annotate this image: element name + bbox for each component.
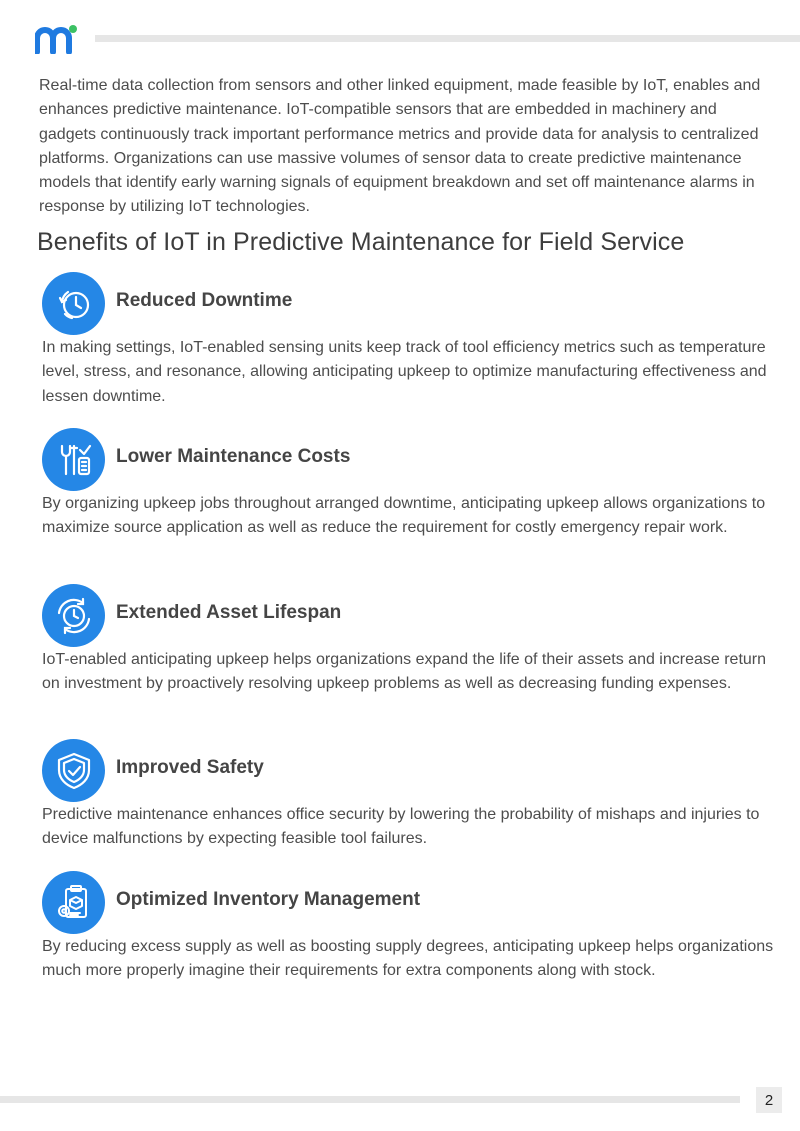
benefit-description: Predictive maintenance enhances office security by lowering the probability of mishaps and injuries to device malfunctions by expecting feasible tool failures.	[42, 806, 760, 848]
page-number: 2	[756, 1087, 782, 1113]
section-heading: Benefits of IoT in Predictive Maintenance for Field Service	[37, 228, 685, 256]
benefit-title: Improved Safety	[116, 757, 264, 778]
benefit-title: Extended Asset Lifespan	[116, 602, 342, 623]
tools-icon	[42, 428, 105, 491]
clock-refresh-icon	[42, 272, 105, 335]
lifespan-clock-icon	[42, 584, 105, 647]
footer-divider	[0, 1096, 740, 1103]
benefit-description: By organizing upkeep jobs throughout arranged downtime, anticipating upkeep allows organizations to maximize source application as well as reduce the requirement for costly emergency repair work.	[42, 495, 766, 537]
inventory-clipboard-icon	[42, 871, 105, 934]
company-logo	[35, 24, 79, 54]
benefit-description: IoT-enabled anticipating upkeep helps organizations expand the life of their assets and increase return on investment by proactively resolving upkeep problems as well as decreasing funding expenses.	[42, 651, 767, 693]
shield-check-icon	[42, 739, 105, 802]
benefit-description: By reducing excess supply as well as boosting supply degrees, anticipating upkeep helps organizations much more properly imagine their requirements for extra components along with stock.	[42, 938, 774, 980]
benefit-title: Lower Maintenance Costs	[116, 446, 351, 467]
intro-paragraph: Real-time data collection from sensors and other linked equipment, made feasible by IoT, enables and enhances predictive maintenance. IoT-compatible sensors that are embedded in machinery and gadgets continuously track important performance metrics and provide data for analysis to centralized platforms. Organizations can use massive volumes of sensor data to create predictive maintenance models that identify early warning signals of equipment breakdown and set off maintenance alarms in response by utilizing IoT technologies.	[39, 77, 761, 216]
header-divider	[95, 35, 800, 42]
benefit-title: Optimized Inventory Management	[116, 889, 421, 910]
benefit-title: Reduced Downtime	[116, 290, 293, 311]
benefit-description: In making settings, IoT-enabled sensing units keep track of tool efficiency metrics such as temperature level, stress, and resonance, allowing anticipating upkeep to optimize manufacturing effectiveness and lessen downtime.	[42, 339, 767, 405]
